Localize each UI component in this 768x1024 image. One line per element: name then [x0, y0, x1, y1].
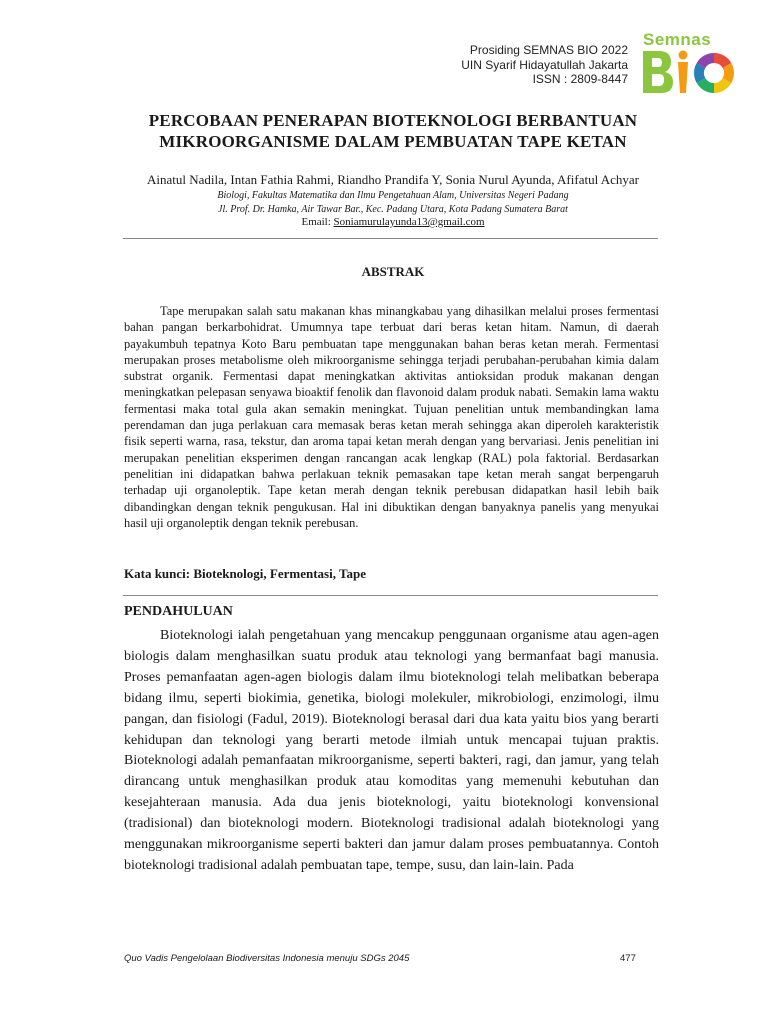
footer-proceedings-theme: Quo Vadis Pengelolaan Biodiversitas Indonesia menuju SDGs 2045	[124, 953, 410, 964]
email-link[interactable]: Soniamurulayunda13@gmail.com	[333, 216, 485, 228]
semnas-bio-logo	[639, 30, 739, 98]
title-line-1: PERCOBAAN PENERAPAN BIOTEKNOLOGI BERBANTUAN	[148, 111, 638, 130]
header-line-1: Prosiding SEMNAS BIO 2022	[469, 43, 628, 57]
page-number: 477	[620, 953, 636, 964]
affiliation-line-1: Biologi, Fakultas Matematika dan Ilmu Pengetahuan Alam, Universitas Negeri Padang	[217, 190, 569, 201]
section-divider	[123, 595, 658, 596]
header-line-3: ISSN : 2809-8447	[532, 72, 628, 86]
header-divider	[123, 238, 658, 239]
bio-logo-graphic	[639, 47, 739, 97]
abstract-text: Tape merupakan salah satu makanan khas minangkabau yang dihasilkan melalui proses fermentasi bahan pangan berkarbohidrat. Umumnya tape terbuat dari beras ketan hitam. Namun, di daerah payakumbuh tepatnya Koto Baru pembuatan tape menggunakan bahan beras ketan merah. Fermentasi merupakan proses metabolisme oleh mikroorganisme sehingga terjadi perubahan-perubahan kimia dalam substrat organik. Fermentasi dapat meningkatkan aktivitas antioksidan produk makanan dengan meningkatkan pelepasan senyawa bioaktif fenolik dan flavonoid dalam produk nabati. Semakin lama waktu fermentasi maka total gula akan semakin meningkat. Tujuan penelitian untuk membandingkan lama perendaman dan juga perlakuan cara memasak beras ketan merah sehingga akan diperoleh karakteristik fisik seperti warna, rasa, tekstur, dan aroma tapai ketan merah dengan yang bervariasi. Jenis penelitian ini merupakan penelitian eksperimen dengan rancangan acak lengkap (RAL) pola faktorial. Berdasarkan penelitian ini didapatkan bahwa perlakuan teknik pemasakan tape ketan merah sangat berpengaruh terhadap uji organoleptik. Tape ketan merah dengan teknik perebusan didapatkan hasil lebih baik dibandingkan dengan teknik pengukusan. Hal ini dibuktikan dengan banyaknya panelis yang menyukai hasil uji organoleptik dengan teknik perebusan.	[124, 304, 659, 530]
header-line-2: UIN Syarif Hidayatullah Jakarta	[461, 57, 628, 72]
logo-text: Semnas	[643, 30, 712, 49]
introduction-text: Bioteknologi ialah pengetahuan yang mencakup penggunaan organisme atau agen-agen biologis dalam menghasilkan suatu produk atau teknologi yang bermanfaat bagi manusia. Proses pemanfaatan agen-agen biologis dalam ilmu bioteknologi telah melibatkan beberapa bidang ilmu, seperti biokimia, genetika, biologi molekuler, mikrobiologi, enzimologi, ilmu pangan, dan fisiologi (Fadul, 2019). Bioteknologi berasal dari dua kata yaitu bios yang berarti kehidupan dan teknologi yang berarti metode ilmiah untuk mencapai tujuan praktis. Bioteknologi adalah pemanfaatan mikroorganisme, seperti bakteri, ragi, dan jamur, yang telah dirancang untuk menghasilkan produk atau komoditas yang memenuhi kebutuhan dan kesejahteraan manusia. Ada dua jenis bioteknologi, yaitu bioteknologi konvensional (tradisional) dan bioteknologi modern. Bioteknologi tradisional adalah bioteknologi yang menggunakan mikroorganisme seperti bakteri dan jamur dalam proses pembuatannya. Contoh bioteknologi tradisional adalah pembuatan tape, tempe, susu, dan lain-lain. Pada	[124, 628, 659, 873]
paper-title	[100, 110, 686, 152]
proceedings-header	[461, 43, 628, 87]
keywords: Kata kunci: Bioteknologi, Fermentasi, Tape	[124, 566, 366, 581]
email-line	[100, 216, 686, 229]
abstract-heading: ABSTRAK	[361, 264, 425, 279]
affiliation-line-2: Jl. Prof. Dr. Hamka, Air Tawar Bar., Kec. Padang Utara, Kota Padang Sumatera Barat	[218, 204, 568, 215]
email-label: Email:	[301, 216, 331, 228]
author-list: Ainatul Nadila, Intan Fathia Rahmi, Riandho Prandifa Y, Sonia Nurul Ayunda, Afifatul Achyar	[146, 172, 639, 187]
introduction-heading: PENDAHULUAN	[124, 604, 233, 619]
title-line-2: MIKROORGANISME DALAM PEMBUATAN TAPE KETAN	[159, 132, 627, 151]
